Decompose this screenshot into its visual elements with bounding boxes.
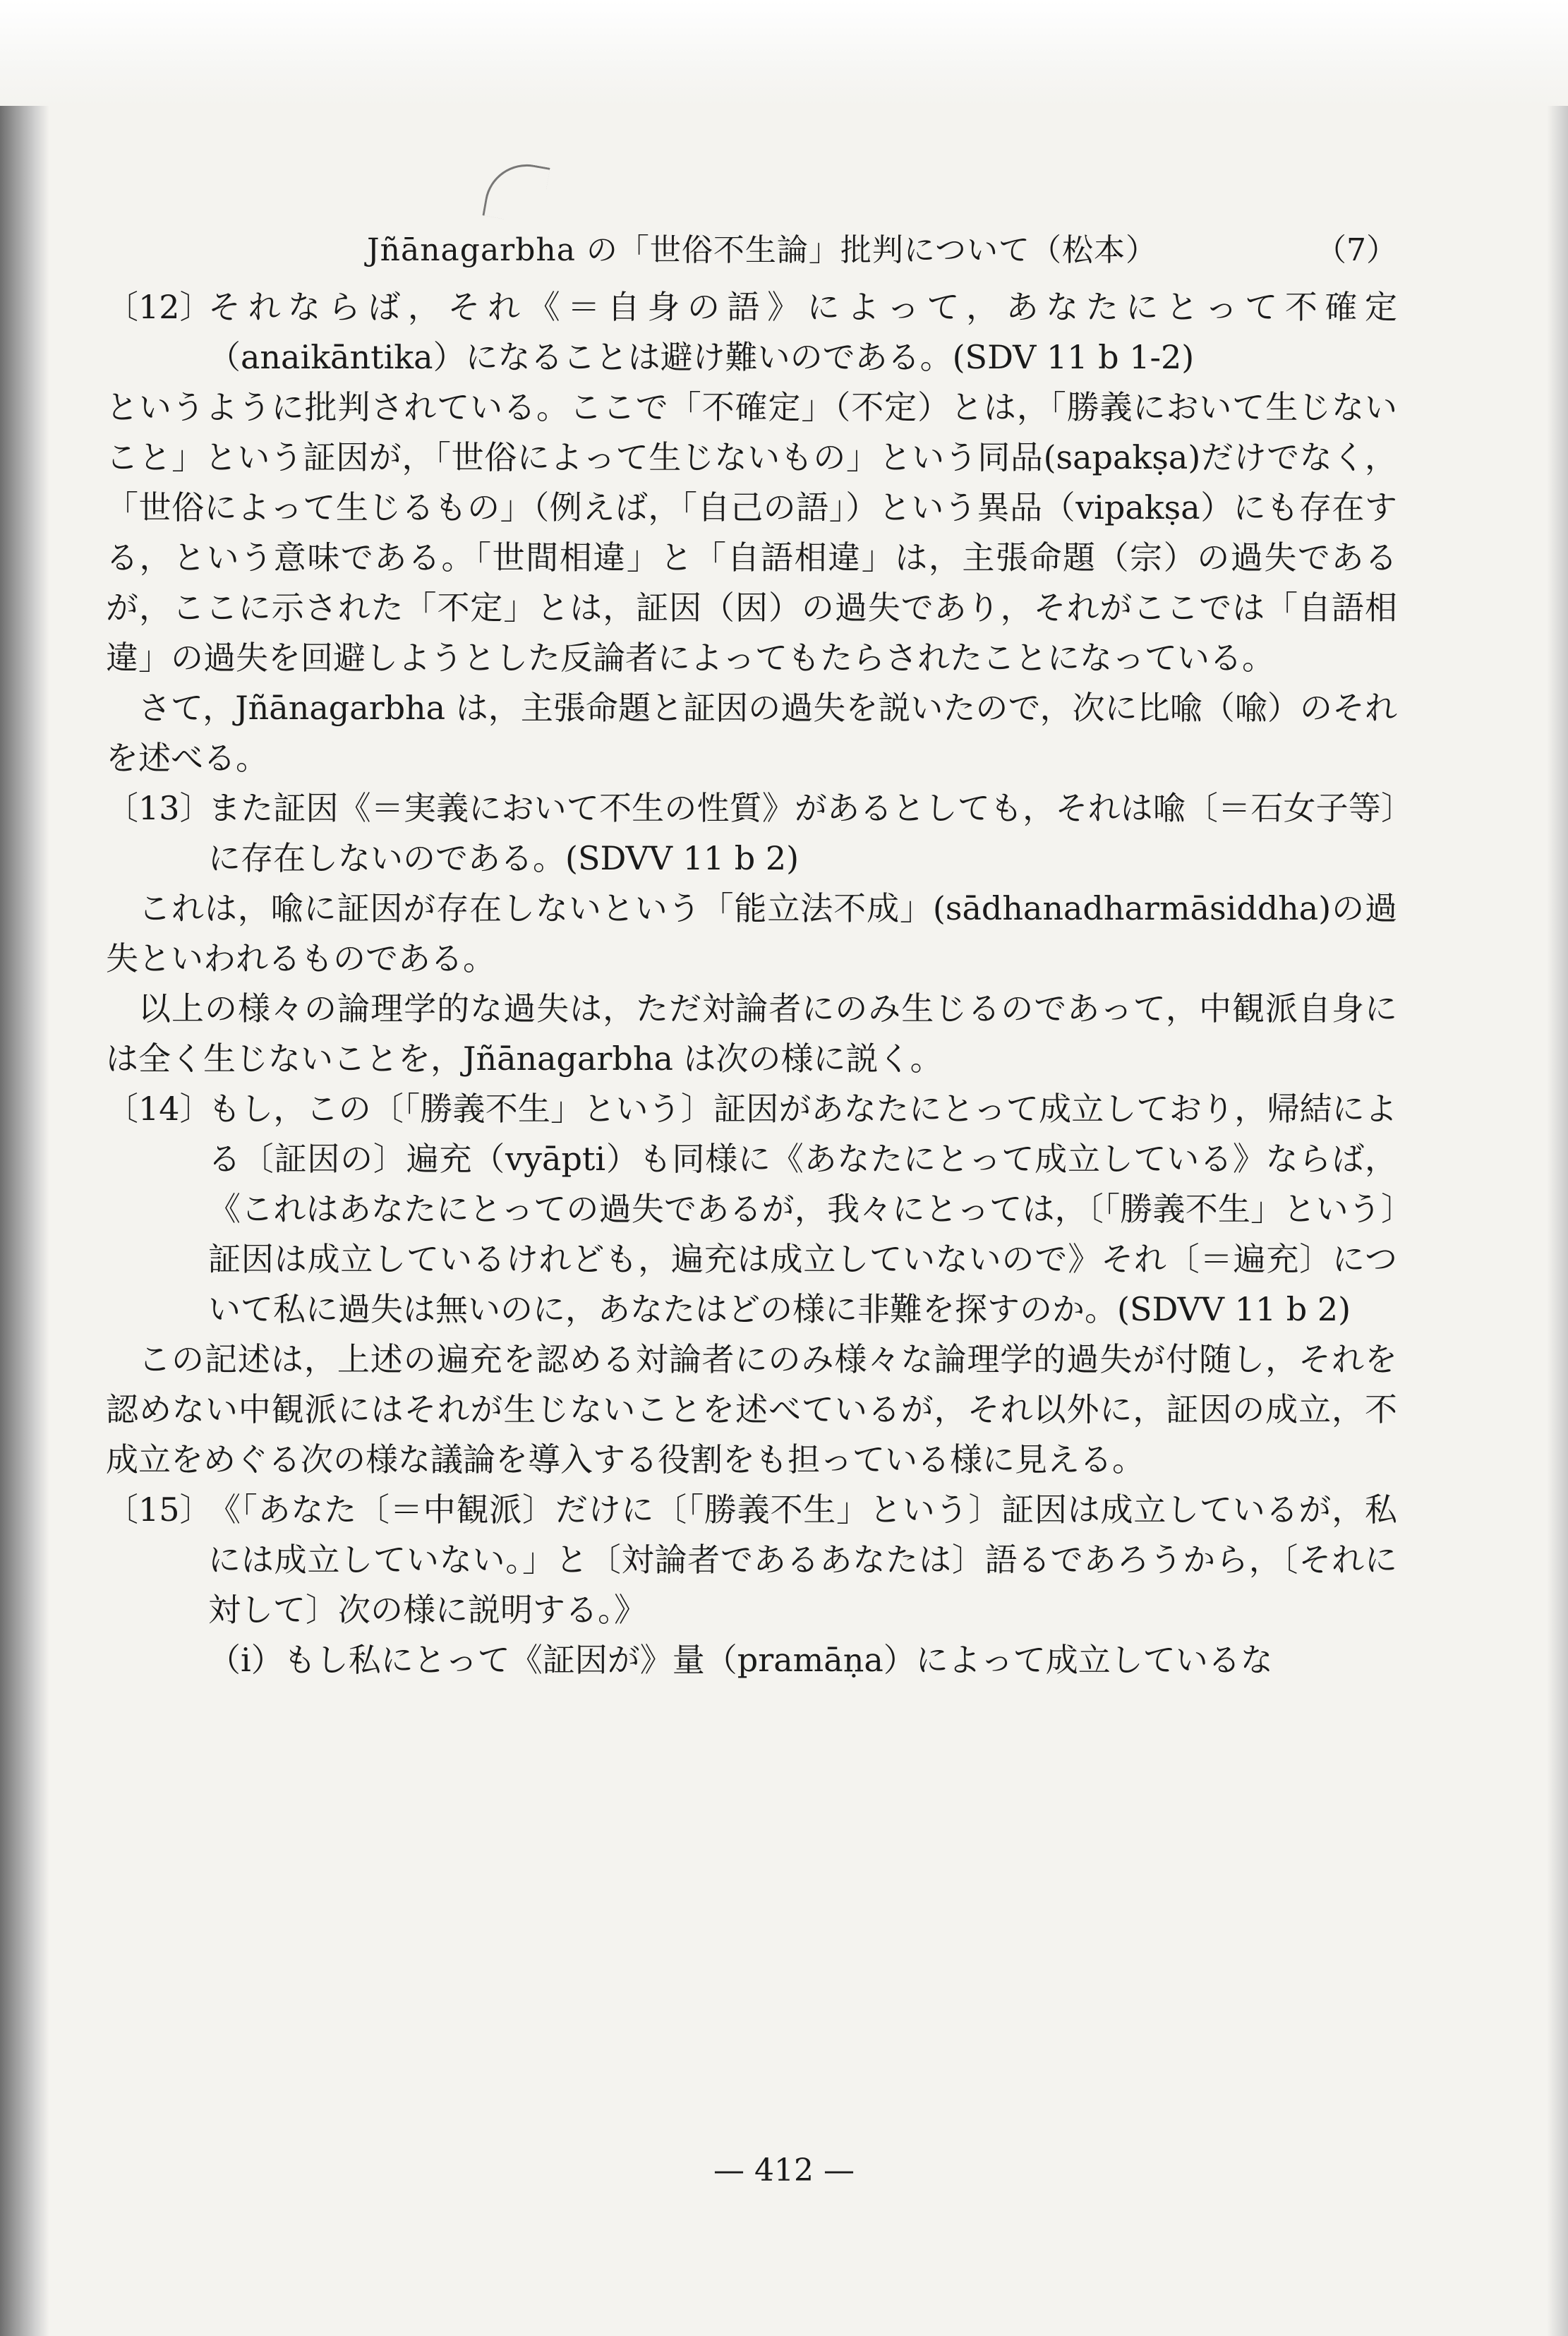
- quote-text: もし，この〔「勝義不生」という〕証因があなたにとって成立しており，帰結による〔証因の〕遍充（vyāpti）も同様に《あなたにとって成立している》ならば，《これはあなたにとっての過失であるが，我々にとっては，〔「勝義不生」という〕証因は成立しているけれども，遍充は成立していないので》それ〔＝遍充〕について私に過失は無いのに，あなたはどの様に非難を探すのか。(SDVV 11 b 2): [208, 1090, 1397, 1328]
- quote-15: [106, 1485, 1397, 1635]
- running-title: Jñānagarbha の「世俗不生論」批判について（松本）: [367, 232, 1158, 268]
- paragraph: 以上の様々の論理学的な過失は，ただ対論者にのみ生じるのであって，中観派自身には全く生じないことを，Jñānagarbha は次の様に説く。: [106, 989, 1397, 1078]
- quote-number: 〔15〕: [106, 1491, 212, 1529]
- running-header: [106, 224, 1397, 274]
- quote-text: また証因《＝実義において不生の性質》があるとしても，それは喩〔＝石女子等〕に存在しないのである。(SDVV 11 b 2): [208, 789, 1398, 877]
- quote-14: [106, 1084, 1397, 1335]
- paragraph: というように批判されている。ここで「不確定」（不定）とは，「勝義において生じないこと」という証因が，「世俗によって生じないもの」という同品(sapakṣa)だけでなく，「世俗によって生じるもの」（例えば，「自己の語」）という異品（vipakṣa）にも存在する，という意味である。「世間相違」と「自語相違」は，主張命題（宗）の過失であるが，ここに示された「不定」とは，証因（因）の過失であり，それがここでは「自語相違」の過失を回避しようとした反論者によってもたらされたことになっている。: [106, 388, 1397, 677]
- quote-text: それならば，それ《＝自身の語》によって，あなたにとって不確定（anaikāntika）になることは避け難いのである。(SDV 11 b 1-2): [208, 288, 1397, 376]
- quote-number: 〔13〕: [106, 789, 212, 827]
- scan-right-shadow: [1547, 106, 1568, 2336]
- quote-number: 〔14〕: [106, 1090, 212, 1128]
- quote-number: 〔12〕: [106, 288, 212, 326]
- quote-13: [106, 783, 1397, 884]
- body-text: [106, 282, 1397, 1685]
- paragraph: この記述は，上述の遍充を認める対論者にのみ様々な論理学的過失が付随し，それを認めない中観派にはそれが生じないことを述べているが，それ以外に，証因の成立，不成立をめぐる次の様な議論を導入する役割をも担っている様に見える。: [106, 1340, 1398, 1479]
- scan-top-edge: [0, 0, 1568, 106]
- scan-left-shadow: [0, 106, 49, 2336]
- sub-item-i: （ⅰ）もし私にとって《証因が》量（pramāṇa）によって成立しているな: [208, 1641, 1273, 1679]
- paragraph: これは，喩に証因が存在しないという「能立法不成」(sādhanadharmāsiddha)の過失といわれるものである。: [106, 889, 1397, 977]
- quote-12: [106, 282, 1397, 383]
- paragraph: さて，Jñānagarbha は，主張命題と証因の過失を説いたので，次に比喩（喩）のそれを述べる。: [106, 689, 1397, 777]
- footer-page-number: — 412 —: [713, 2153, 855, 2189]
- quote-text: 《「あなた〔＝中観派〕だけに〔「勝義不生」という〕証因は成立しているが，私には成立していない。」と〔対論者であるあなたは〕語るであろうから，〔それに対して〕次の様に説明する。》: [208, 1491, 1397, 1629]
- header-page-number: （7）: [1315, 232, 1397, 268]
- pencil-mark: [482, 157, 550, 225]
